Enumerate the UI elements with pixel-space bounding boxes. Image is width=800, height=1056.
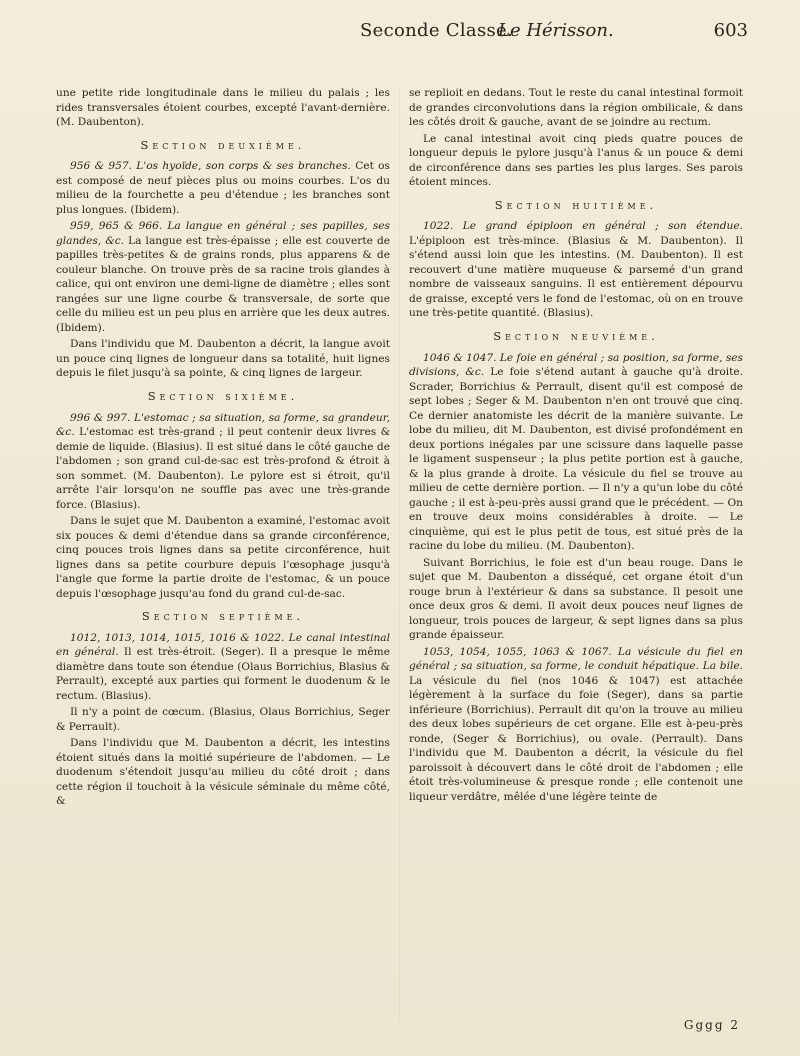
paragraph-lead: 996 & 997. L'estomac ; sa situation, sa forme, sa grandeur, &c. — [56, 411, 390, 438]
paragraph — [409, 645, 743, 805]
paragraph: Dans l'individu que M. Daubenton a décrit, les intestins étoient situés dans la moitié supérieure de l'abdomen. — Le duodenum s'étendoit jusqu'au milieu du côté droit ; dans cette région il touchoit à la vésicule séminale du même côté, & — [56, 737, 390, 808]
paragraph: Il n'y a point de cœcum. (Blasius, Olaus Borrichius, Seger & Perrault). — [56, 706, 390, 733]
paragraph — [56, 159, 390, 217]
paragraph-lead: 1053, 1054, 1055, 1063 & 1067. La vésicule du fiel en général ; sa situation, sa forme, le conduit hépatique. La bile. — [409, 645, 743, 672]
paragraph: Dans l'individu que M. Daubenton a décrit, la langue avoit un pouce cinq lignes de longueur dans sa totalité, huit lignes depuis le filet jusqu'à sa pointe, & cinq lignes de largeur. — [56, 338, 390, 380]
paragraph-body: L'estomac est très-grand ; il peut contenir deux livres & demie de liquide. (Blasius). Il est situé dans le côté gauche de l'abdomen ; son grand cul-de-sac est très-profond & étroit à son sommet. (M. Daubenton). Le pylore est si étroit, qu'il arrête l'air lorsqu'on ne souffle pas avec une très-grande force. (Blasius). — [56, 426, 390, 511]
section-heading: Section septième. — [141, 609, 305, 623]
paragraph-body: L'épiploon est très-mince. (Blasius & M. Daubenton). Il s'étend aussi loin que les intestins. (M. Daubenton). Il est recouvert d'une matière muqueuse & parsemé d'un grand nombre de vaisseaux sanguins. Il est entièrement dépourvu de graisse, excepté vers le fond de l'estomac, où on en trouve une très-petite quantité. (Blasius). — [409, 234, 743, 320]
section-heading: Section deuxième. — [140, 137, 306, 152]
paragraph — [56, 411, 390, 513]
paragraph — [409, 219, 743, 321]
column-gutter — [399, 90, 400, 1020]
paragraph-lead: 1046 & 1047. Le foie en général ; sa position, sa forme, ses divisions, &c. — [409, 351, 743, 378]
paragraph-lead: 1022. Le grand épiploon en général ; son étendue. — [423, 220, 743, 233]
left-column — [56, 86, 390, 811]
paragraph-lead: 956 & 957. L'os hyoïde, son corps & ses branches. — [70, 160, 351, 173]
paragraph: se replioit en dedans. Tout le reste du canal intestinal formoit de grandes circonvolutions dans la région ombilicale, & dans les côtés droit & gauche, avant de se joindre au rectum. — [409, 87, 743, 128]
paragraph-lead: 1012, 1013, 1014, 1015, 1016 & 1022. Le canal intestinal en général. — [56, 631, 390, 659]
paragraph-body: Il est très-étroit. (Seger). Il a presque le même diamètre dans toute son étendue (Olaus Borrichius, Blasius & Perrault), excepté aux parties qui forment le duodenum & le rectum. (Blasius). — [56, 646, 390, 702]
class-title: Seconde Classe. — [360, 20, 513, 41]
paragraph-body: La langue est très-épaisse ; elle est couverte de papilles très-petites & de grains ronds, plus apparens & de couleur blanche. On trouve près de sa racine trois glandes à calice, qui ont environ une demi-ligne de diamètre ; elles sont rangées sur une ligne courbe & transversale, de sorte que celle du milieu est un peu plus en arrière que les deux autres. (Ibidem). — [56, 234, 390, 334]
paragraph — [56, 631, 390, 704]
paragraph: Dans le sujet que M. Daubenton a examiné, l'estomac avoit six pouces & demi d'étendue dans sa grande circonférence, cinq pouces trois lignes dans sa petite circonférence, huit lignes dans sa petite courbure depuis l'œsophage jusqu'à l'angle que forme la partie droite de l'estomac, & un pouce depuis l'œsophage jusqu'au fond du grand cul-de-sac. — [56, 515, 390, 600]
section-heading: Section neuvième. — [493, 328, 659, 343]
running-title: Le Hérisson. — [498, 20, 614, 41]
paragraph-lead: 959, 965 & 966. La langue en général ; ses papilles, ses glandes, &c. — [56, 220, 390, 247]
section-heading: Section sixième. — [147, 388, 299, 403]
paragraph — [409, 351, 743, 554]
paragraph: une petite ride longitudinale dans le milieu du palais ; les rides transversales étoient courbes, excepté l'avant-dernière. (M. Daubenton). — [56, 87, 390, 128]
paragraph-body: La vésicule du fiel (nos 1046 & 1047) est attachée légèrement à la surface du foie (Seger), dans sa partie inférieure (Borrichius). Perrault dit qu'on la trouve au milieu des deux lobes supérieurs de cet organe. Elle est à-peu-près ronde, (Seger & Borrichius), ou ovale. (Perrault). Dans l'individu que M. Daubenton a décrit, la vésicule du fiel paroissoit à découvert dans le côté droit de l'abdomen ; elle étoit très-volumineuse & presque ronde ; elle contenoit une liqueur verdâtre, mêlée d'une légère teinte de — [409, 674, 743, 803]
paragraph: Suivant Borrichius, le foie est d'un beau rouge. Dans le sujet que M. Daubenton a disséqué, cet organe étoit d'un rouge brun à l'extérieur & dans sa substance. Il pesoit une once deux gros & demi. Il avoit deux pouces neuf lignes de longueur, trois pouces de largeur, & sept lignes dans sa plus grande épaisseur. — [409, 556, 743, 641]
right-column — [409, 86, 743, 806]
page-header — [0, 14, 800, 54]
paragraph-body: Le foie s'étend autant à gauche qu'à droite. Scrader, Borrichius & Perrault, disent qu'il est composé de sept lobes ; Seger & M. Daubenton n'en ont trouvé que cinq. Ce dernier anatomiste les décrit de la manière suivante. Le lobe du milieu, dit M. Daubenton, est divisé profondément en deux portions inégales par une scissure dans laquelle passe le ligament suspenseur ; la plus petite portion est à gauche, & la plus grande à droite. La vésicule du fiel se trouve au milieu de cette dernière portion. — Il n'y a qu'un lobe du côté gauche ; il est à-peu-près aussi grand que le précédent. — On en trouve deux moins considérables à droite. — Le cinquième, qui est le plus petit de tous, est situé près de la racine du lobe du milieu. (M. Daubenton). — [409, 366, 743, 552]
paragraph-body: Cet os est composé de neuf pièces plus ou moins courbes. L'os du milieu de la fourchette a peu d'étendue ; les branches sont plus longues. (Ibidem). — [56, 160, 390, 216]
signature-mark: Gggg 2 — [683, 1018, 740, 1032]
paragraph: Le canal intestinal avoit cinq pieds quatre pouces de longueur depuis le pylore jusqu'à l'anus & un pouce & demi de circonférence dans ses parties les plus larges. Ses parois étoient minces. — [409, 132, 743, 188]
section-heading: Section huitième. — [494, 197, 658, 212]
paragraph — [56, 219, 390, 335]
page-number: 603 — [713, 20, 748, 41]
